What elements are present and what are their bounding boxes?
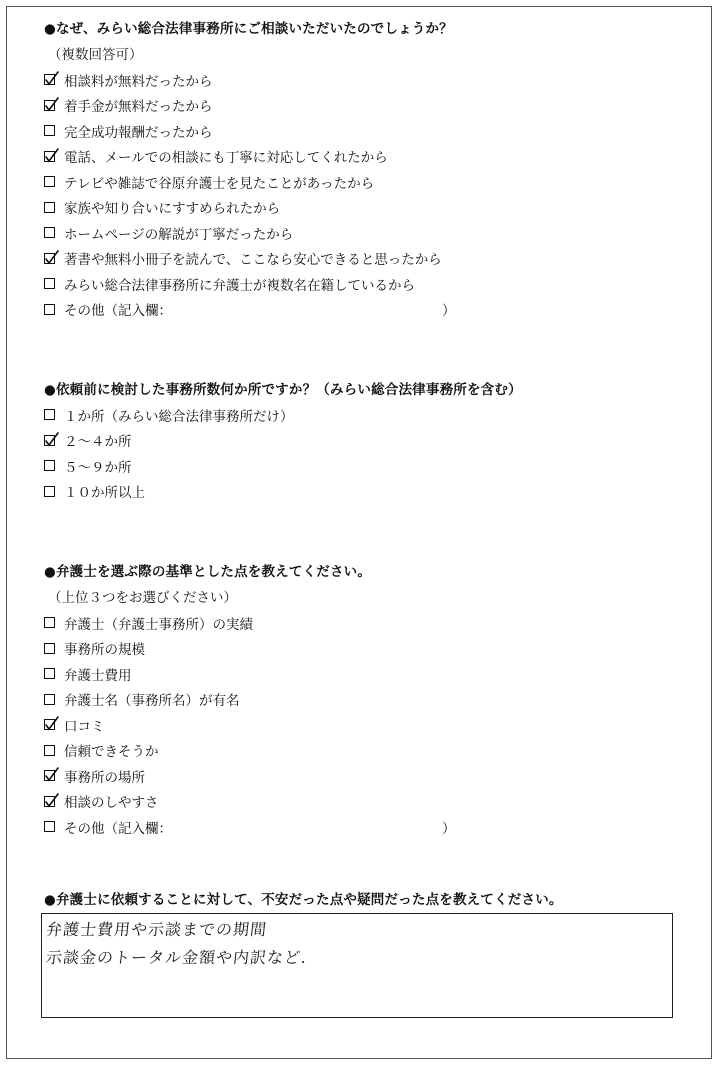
- option-label: 完全成功報酬だったから: [64, 124, 213, 141]
- option-row: [44, 479, 684, 505]
- question-4: [44, 891, 684, 909]
- option-row: [44, 169, 684, 195]
- checkbox[interactable]: [44, 125, 55, 136]
- other-entry-closing-paren: ）: [442, 303, 456, 320]
- option-row: [44, 610, 684, 636]
- checked-checkbox[interactable]: [44, 100, 55, 111]
- option-row: [44, 118, 684, 144]
- option-row: [44, 220, 684, 246]
- check-mark-icon: [43, 248, 61, 266]
- checked-checkbox[interactable]: [44, 796, 55, 807]
- check-mark-icon: [43, 69, 61, 87]
- check-mark-icon: [43, 791, 61, 809]
- option-row: [44, 789, 684, 815]
- checkbox[interactable]: [44, 643, 55, 654]
- checkbox[interactable]: [44, 694, 55, 705]
- option-row: [44, 195, 684, 221]
- option-label: 弁護士名（事務所名）が有名: [64, 693, 240, 710]
- question-3-note: （上位３つをお選びください）: [48, 590, 237, 606]
- question-1-note: （複数回答可）: [48, 47, 143, 63]
- option-label: 電話、メールでの相談にも丁寧に対応してくれたから: [64, 150, 388, 167]
- checked-checkbox[interactable]: [44, 253, 55, 264]
- checkbox[interactable]: [44, 409, 55, 420]
- question-2-options: [44, 402, 684, 504]
- free-answer-box[interactable]: [41, 913, 673, 1018]
- option-label: 事務所の場所: [64, 769, 145, 786]
- check-mark-icon: [43, 714, 61, 732]
- question-3: [44, 563, 684, 840]
- option-row: [44, 402, 684, 428]
- option-label: 信頼できそうか: [64, 744, 159, 761]
- checkbox[interactable]: [44, 821, 55, 832]
- checked-checkbox[interactable]: [44, 719, 55, 730]
- checkbox[interactable]: [44, 486, 55, 497]
- handwritten-answer-line-1: 弁護士費用や示談までの期間: [45, 920, 269, 939]
- option-row: [44, 144, 684, 170]
- handwritten-answer-line-2: 示談金のトータル金額や内訳など．: [45, 948, 320, 967]
- checkbox[interactable]: [44, 304, 55, 315]
- question-3-options: [44, 610, 684, 840]
- question-4-title: ●弁護士に依頼することに対して、不安だった点や疑問だった点を教えてください。: [44, 892, 563, 908]
- question-2: [44, 381, 684, 504]
- option-row: [44, 297, 684, 323]
- checkbox[interactable]: [44, 227, 55, 238]
- checkbox[interactable]: [44, 745, 55, 756]
- option-row: [44, 636, 684, 662]
- option-label: ２～４か所: [64, 434, 132, 451]
- question-1: [44, 20, 684, 322]
- checkbox[interactable]: [44, 460, 55, 471]
- checked-checkbox[interactable]: [44, 151, 55, 162]
- option-row: [44, 738, 684, 764]
- option-label: 相談のしやすさ: [64, 795, 159, 812]
- option-label: １か所（みらい総合法律事務所だけ）: [64, 408, 294, 425]
- option-row: [44, 67, 684, 93]
- option-row: [44, 271, 684, 297]
- check-mark-icon: [43, 146, 61, 164]
- option-label: 事務所の規模: [64, 642, 145, 659]
- option-label: 著書や無料小冊子を読んで、ここなら安心できると思ったから: [64, 252, 442, 269]
- checkbox[interactable]: [44, 202, 55, 213]
- option-row: [44, 661, 684, 687]
- option-row: [44, 428, 684, 454]
- check-mark-icon: [43, 765, 61, 783]
- question-2-title: ●依頼前に検討した事務所数何か所ですか？（みらい総合法律事務所を含む）: [44, 382, 522, 398]
- option-label: その他（記入欄：: [64, 820, 172, 837]
- question-1-title: ●なぜ、みらい総合法律事務所にご相談いただいたのでしょうか？: [44, 21, 453, 37]
- option-row: [44, 93, 684, 119]
- checkbox[interactable]: [44, 617, 55, 628]
- option-label: 相談料が無料だったから: [64, 73, 213, 90]
- option-row: [44, 246, 684, 272]
- option-label: 家族や知り合いにすすめられたから: [64, 201, 281, 218]
- option-row: [44, 763, 684, 789]
- option-label: 着手金が無料だったから: [64, 99, 213, 116]
- question-1-options: [44, 67, 684, 322]
- checked-checkbox[interactable]: [44, 435, 55, 446]
- option-label: みらい総合法律事務所に弁護士が複数名在籍しているから: [64, 277, 415, 294]
- option-label: ホームページの解説が丁寧だったから: [64, 226, 294, 243]
- option-label: ５～９か所: [64, 459, 132, 476]
- option-label: １０か所以上: [64, 485, 145, 502]
- checked-checkbox[interactable]: [44, 74, 55, 85]
- checkbox[interactable]: [44, 176, 55, 187]
- option-row: [44, 814, 684, 840]
- other-entry-closing-paren: ）: [442, 820, 456, 837]
- check-mark-icon: [43, 430, 61, 448]
- option-label: 口コミ: [64, 718, 105, 735]
- option-row: [44, 687, 684, 713]
- question-3-title: ●弁護士を選ぶ際の基準とした点を教えてください。: [44, 564, 372, 580]
- option-label: 弁護士費用: [64, 667, 132, 684]
- check-mark-icon: [43, 95, 61, 113]
- option-label: その他（記入欄：: [64, 303, 172, 320]
- option-row: [44, 453, 684, 479]
- option-label: 弁護士（弁護士事務所）の実績: [64, 616, 253, 633]
- checkbox[interactable]: [44, 668, 55, 679]
- option-row: [44, 712, 684, 738]
- checkbox[interactable]: [44, 278, 55, 289]
- option-label: テレビや雑誌で谷原弁護士を見たことがあったから: [64, 175, 375, 192]
- checked-checkbox[interactable]: [44, 770, 55, 781]
